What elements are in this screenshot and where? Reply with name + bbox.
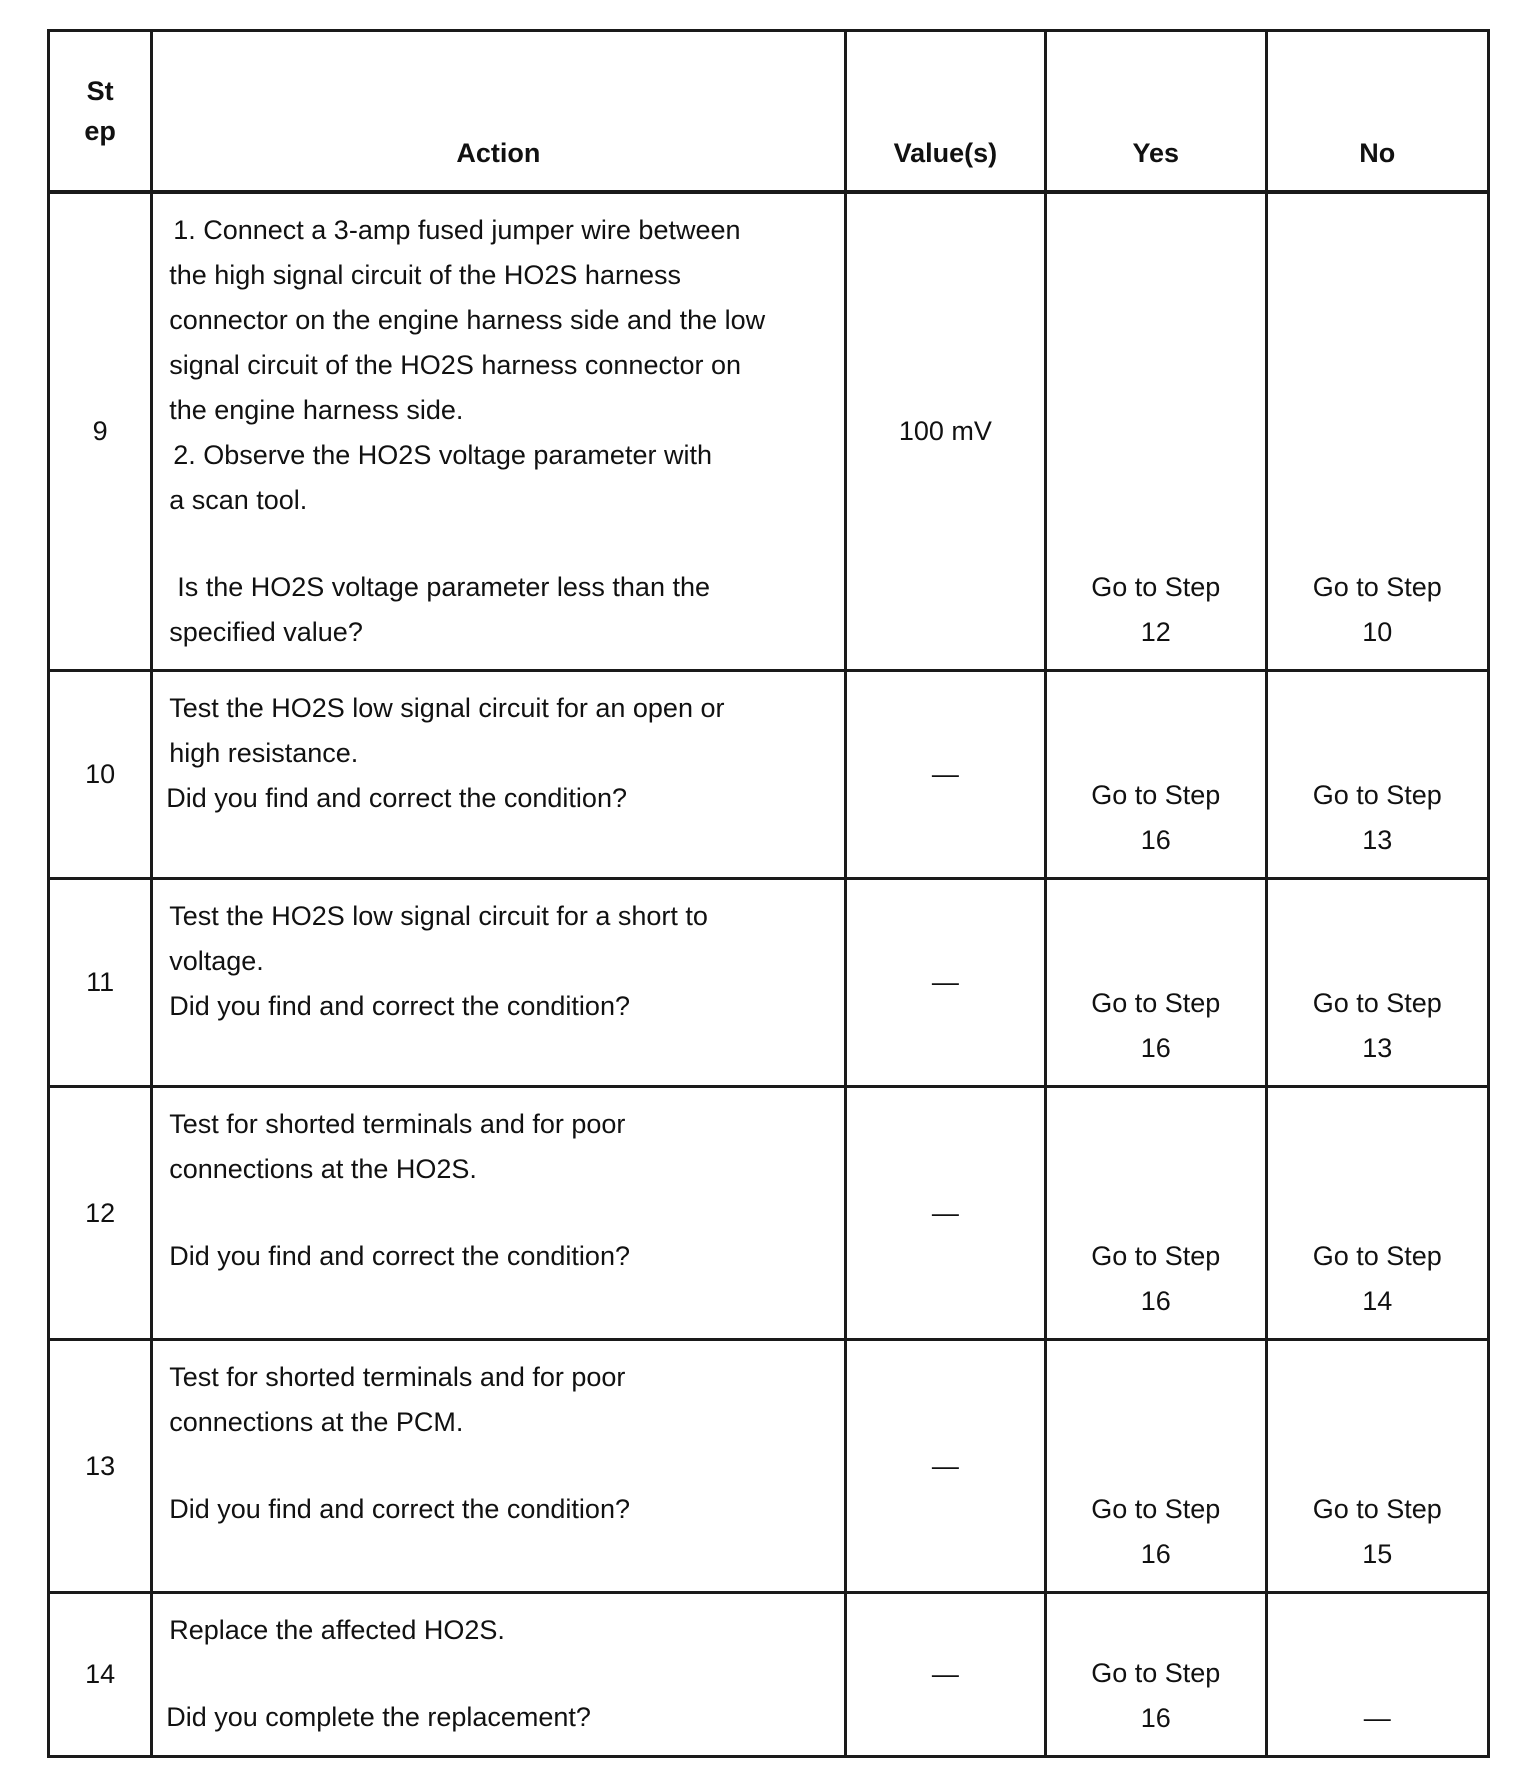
action-cell <box>152 1087 845 1340</box>
no-step: 14 <box>1362 1286 1393 1316</box>
no-label: Go to Step <box>1312 572 1442 602</box>
no-cell <box>1266 671 1489 879</box>
no-label: Go to Step <box>1312 1241 1442 1271</box>
action-line: voltage. <box>169 946 264 976</box>
question-line: Did you find and correct the condition? <box>169 1494 630 1524</box>
value-cell: — <box>845 1340 1045 1593</box>
spacer <box>169 1653 827 1695</box>
yes-label: Go to Step <box>1091 780 1221 810</box>
action-line: Test for shorted terminals and for poor <box>169 1362 626 1392</box>
no-step: 15 <box>1362 1539 1393 1569</box>
spacer <box>169 1445 827 1487</box>
no-cell <box>1266 879 1489 1087</box>
header-yes: Yes <box>1046 31 1266 193</box>
header-row <box>49 31 1489 193</box>
table-row <box>49 879 1489 1087</box>
action-line: Test the HO2S low signal circuit for a short to <box>169 901 708 931</box>
header-values: Value(s) <box>845 31 1045 193</box>
step-number: 14 <box>49 1593 152 1757</box>
no-label: Go to Step <box>1312 780 1442 810</box>
yes-step: 16 <box>1140 1539 1171 1569</box>
header-step <box>49 31 152 193</box>
question-line: specified value? <box>169 617 363 647</box>
no-label: Go to Step <box>1312 1494 1442 1524</box>
value-cell: — <box>845 671 1045 879</box>
action-line: the high signal circuit of the HO2S harness <box>169 260 681 290</box>
question-line: Did you find and correct the condition? <box>166 783 627 813</box>
no-step: 10 <box>1362 617 1393 647</box>
no-step: 13 <box>1362 1033 1393 1063</box>
table-row <box>49 192 1489 671</box>
no-cell <box>1266 1593 1489 1757</box>
step-number: 9 <box>49 192 152 671</box>
action-cell <box>152 1340 845 1593</box>
yes-cell <box>1046 671 1266 879</box>
action-line: 2. Observe the HO2S voltage parameter with <box>173 440 712 470</box>
yes-step: 16 <box>1140 1033 1171 1063</box>
yes-step: 12 <box>1140 617 1171 647</box>
action-line: Test the HO2S low signal circuit for an open or <box>169 693 725 723</box>
table-row <box>49 1087 1489 1340</box>
value-cell: — <box>845 879 1045 1087</box>
action-line: a scan tool. <box>169 485 308 515</box>
no-dash: — <box>1363 1703 1391 1733</box>
no-cell <box>1266 1087 1489 1340</box>
value-cell: 100 mV <box>845 192 1045 671</box>
yes-step: 16 <box>1140 825 1171 855</box>
value-cell: — <box>845 1593 1045 1757</box>
action-line: signal circuit of the HO2S harness connector on <box>169 350 742 380</box>
question-line: Did you find and correct the condition? <box>169 991 630 1021</box>
action-line: connector on the engine harness side and the low <box>169 305 766 335</box>
table-row <box>49 1593 1489 1757</box>
action-line: Test for shorted terminals and for poor <box>169 1109 626 1139</box>
no-cell <box>1266 192 1489 671</box>
action-line: high resistance. <box>169 738 359 768</box>
yes-label: Go to Step <box>1091 572 1221 602</box>
action-line: Replace the affected HO2S. <box>169 1615 505 1645</box>
no-cell <box>1266 1340 1489 1593</box>
table-row <box>49 671 1489 879</box>
yes-cell <box>1046 192 1266 671</box>
question-line: Did you find and correct the condition? <box>169 1241 630 1271</box>
table-row <box>49 1340 1489 1593</box>
action-line: 1. Connect a 3-amp fused jumper wire between <box>173 215 741 245</box>
step-number: 13 <box>49 1340 152 1593</box>
yes-step: 16 <box>1140 1286 1171 1316</box>
action-line: connections at the HO2S. <box>169 1154 477 1184</box>
step-number: 12 <box>49 1087 152 1340</box>
no-label: Go to Step <box>1312 988 1442 1018</box>
yes-step: 16 <box>1140 1703 1171 1733</box>
yes-cell <box>1046 1087 1266 1340</box>
action-cell <box>152 1593 845 1757</box>
header-action: Action <box>152 31 845 193</box>
question-line: Is the HO2S voltage parameter less than the <box>177 572 710 602</box>
yes-label: Go to Step <box>1091 1494 1221 1524</box>
action-cell <box>152 879 845 1087</box>
value-cell: — <box>845 1087 1045 1340</box>
header-step-line1: St <box>86 76 114 106</box>
step-number: 11 <box>49 879 152 1087</box>
action-cell <box>152 192 845 671</box>
yes-label: Go to Step <box>1091 988 1221 1018</box>
action-line: connections at the PCM. <box>169 1407 464 1437</box>
question-line: Did you complete the replacement? <box>166 1702 591 1732</box>
step-number: 10 <box>49 671 152 879</box>
action-cell <box>152 671 845 879</box>
action-line: the engine harness side. <box>169 395 464 425</box>
yes-cell <box>1046 1340 1266 1593</box>
header-no: No <box>1266 31 1489 193</box>
yes-label: Go to Step <box>1091 1241 1221 1271</box>
yes-label: Go to Step <box>1091 1658 1221 1688</box>
diagnostic-table <box>47 29 1490 1758</box>
spacer <box>169 523 827 565</box>
yes-cell <box>1046 879 1266 1087</box>
spacer <box>169 1192 827 1234</box>
yes-cell <box>1046 1593 1266 1757</box>
no-step: 13 <box>1362 825 1393 855</box>
header-step-line2: ep <box>84 116 116 146</box>
